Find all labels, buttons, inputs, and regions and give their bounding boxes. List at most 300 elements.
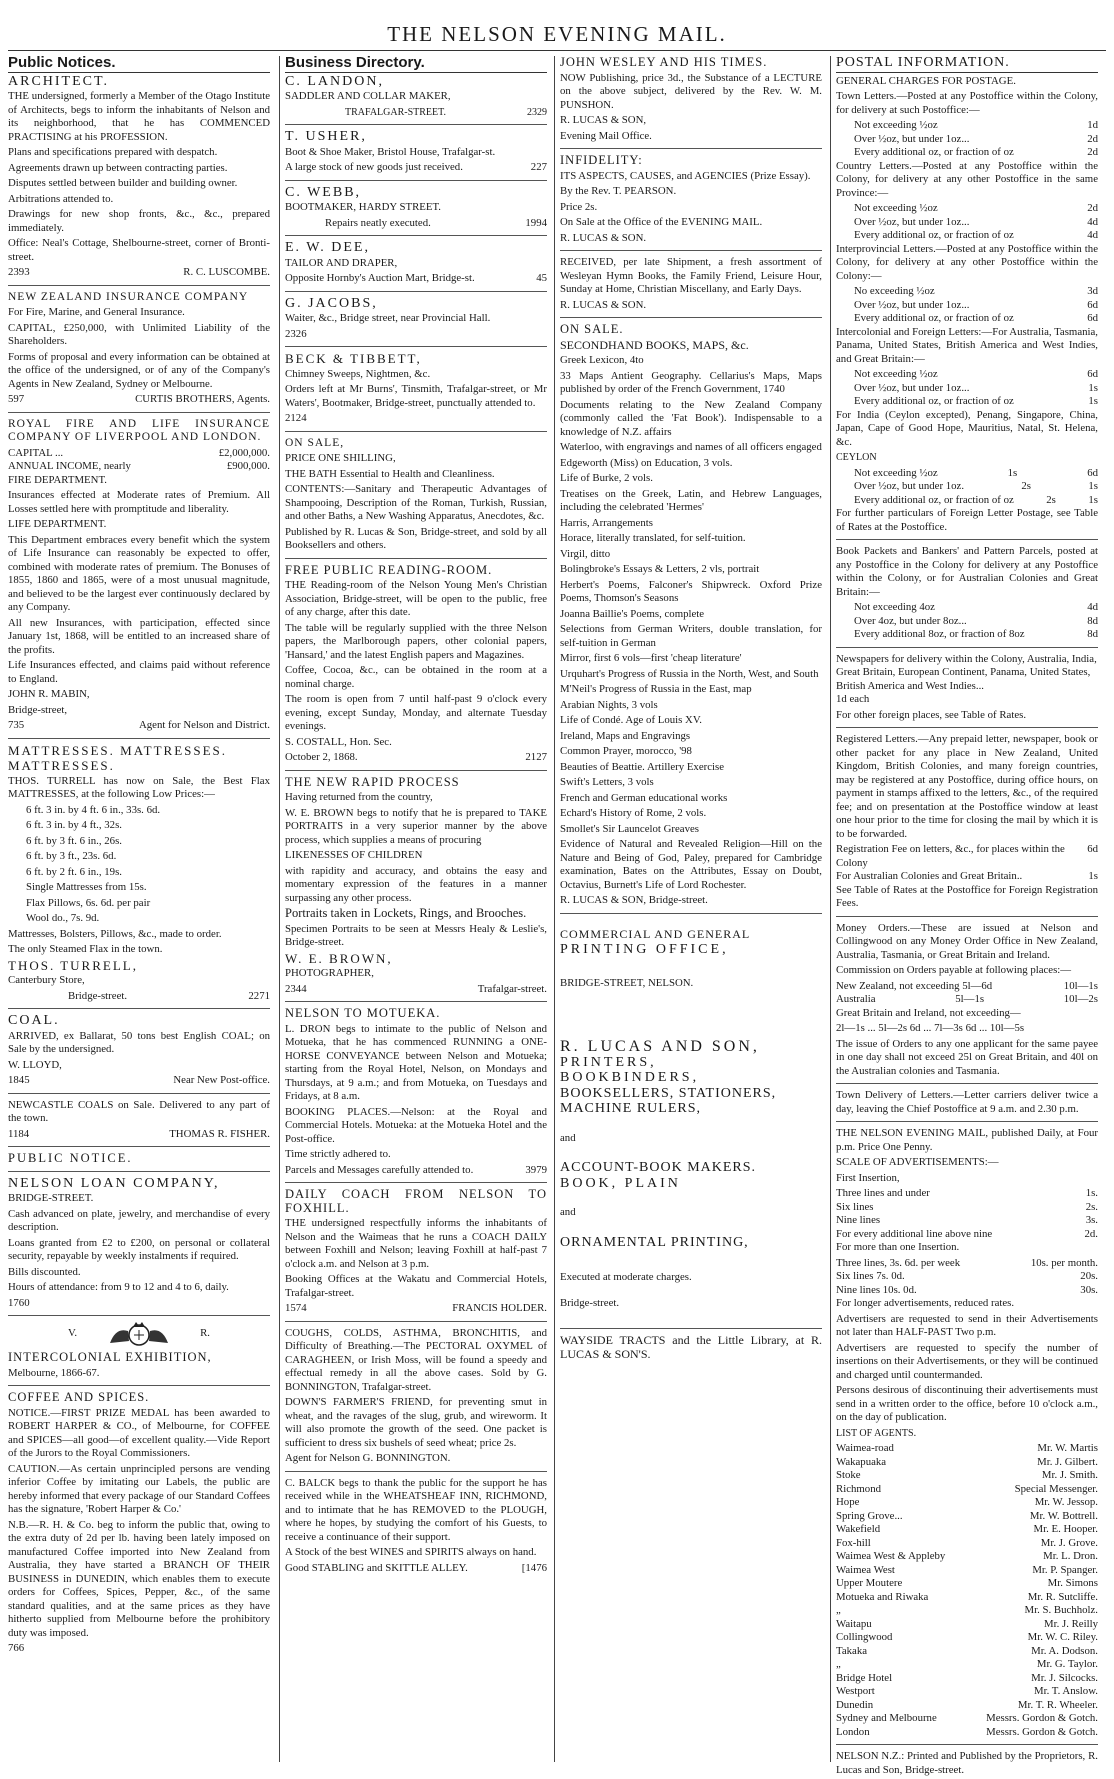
- agent-name: Mr. P. Spanger.: [1032, 1563, 1098, 1576]
- row-label: ANNUAL INCOME, nearly: [8, 460, 131, 472]
- ad-sign: [285, 1562, 547, 1576]
- rate-row: [836, 993, 1098, 1007]
- divider: [285, 346, 547, 347]
- ad-number: 2124: [285, 412, 307, 424]
- ad-number: 2127: [525, 751, 547, 763]
- postal-para: The issue of Orders to any one applicant for the same payee in one day shall not exceed 25l on Great Britain, and 40l on the Australian colonies and Tasmania.: [836, 1037, 1098, 1077]
- agent-place: Upper Moutere: [836, 1577, 903, 1589]
- agent-row: [836, 1537, 1098, 1551]
- printing-line: BOOKSELLERS, STATIONERS,: [560, 1085, 777, 1101]
- ad-line: On Sale at the Office of the EVENING MAIL.: [560, 216, 763, 228]
- section-heading: Public Notices.: [8, 54, 116, 71]
- rate-row: [836, 1214, 1098, 1228]
- agent-name: Mr. T. Anslow.: [1034, 1685, 1098, 1697]
- agent-place: London: [836, 1725, 870, 1738]
- printing-line: MACHINE RULERS,: [560, 1101, 702, 1116]
- divider: [285, 431, 547, 432]
- book-item: Echard's History of Rome, 2 vols.: [560, 807, 707, 819]
- ad-body: THOS. TURRELL has now on Sale, the Best Flax MATTRESSES, at the following Low Prices:—: [8, 774, 270, 800]
- column-3: [560, 56, 822, 1762]
- agent-name: Mr. A. Dodson.: [1031, 1644, 1098, 1657]
- rate-row: [836, 382, 1098, 396]
- rate-table: [836, 202, 1098, 243]
- price-item: 6 ft. 3 in. by 4 ft. 6 in., 33s. 6d.: [26, 803, 161, 816]
- divider: [836, 1083, 1098, 1084]
- price-item: 6 ft. by 2 ft. 6 in., 19s.: [26, 865, 122, 878]
- ad-address: Bridge-street,: [8, 703, 68, 716]
- ad-sign: [8, 1128, 270, 1142]
- ad-number: 1184: [8, 1127, 30, 1140]
- ad-title: INTERCOLONIAL EXHIBITION,: [8, 1350, 212, 1364]
- ad-title: ROYAL FIRE AND LIFE INSURANCE COMPANY OF LIVERPOOL AND LONDON.: [8, 417, 270, 443]
- ad-line: By the Rev. T. PEARSON.: [560, 185, 677, 197]
- ad-line: Parcels and Messages carefully attended to.: [285, 1163, 474, 1176]
- rate-label: Not exceeding ½oz: [854, 368, 938, 380]
- divider: [8, 738, 270, 739]
- ad-number: 2344: [285, 982, 307, 995]
- ad-subheading: LIKENESSES OF CHILDREN: [285, 849, 423, 861]
- ad-title: MATTRESSES.: [8, 758, 115, 773]
- rate-row: [836, 1201, 1098, 1215]
- agent-row: [836, 1712, 1098, 1726]
- ad-number: 1760: [8, 1296, 30, 1309]
- ad-title: NELSON TO MOTUEKA.: [285, 1006, 441, 1020]
- divider: [285, 124, 547, 125]
- rate-value: 1s: [1088, 480, 1098, 492]
- rate-row: [836, 216, 1098, 230]
- agent-place: Waimea-road: [836, 1442, 894, 1454]
- ad-body: NOTICE.—FIRST PRIZE MEDAL has been awarded to ROBERT HARPER & CO., of Melbourne, for COFFEE and SPICES—all good—of excellent quality.—Vide Report of the Jurors to the Royal Commissioners.: [8, 1406, 270, 1459]
- agent-name: Mr. W. C. Riley.: [1027, 1631, 1098, 1643]
- rate-table: [836, 601, 1098, 642]
- ad-number: 2271: [248, 989, 270, 1002]
- agent-name: Mr. G. Taylor.: [1036, 1658, 1098, 1670]
- rate-label: Nine lines: [836, 1214, 881, 1226]
- rate-value: 8d: [1087, 614, 1098, 627]
- agent-row: [836, 1564, 1098, 1578]
- rate-label: Not exceeding ½oz: [854, 202, 938, 214]
- rate-value: 10l—2s: [1063, 993, 1098, 1005]
- ad-number: 2393: [8, 266, 30, 278]
- ad-signature: R. LUCAS & SON,: [560, 114, 647, 126]
- masthead-rule: [8, 50, 1106, 51]
- book-item: Documents relating to the New Zealand Company (commonly called the 'Fat Book'). Indispensable to a knowledge of N.Z. affairs: [560, 398, 822, 438]
- ad-body: L. DRON begs to intimate to the public of Nelson and Motueka, that he has commenced RUNNING a ONE-HORSE CONVEYANCE between Nelson and Motueka; starting from the Royal Hotel, Nelson, on Mondays and Thursdays, at 9 a.m.; and from Motueka, on Tuesdays and Fridays, at 8 a.m.: [285, 1022, 547, 1102]
- rate-value: 6d: [1087, 298, 1098, 311]
- rate-label: Six lines: [836, 1200, 874, 1213]
- rate-value: 6d: [1087, 466, 1098, 479]
- rate-row: [836, 843, 1098, 870]
- divider: [560, 317, 822, 318]
- ad-subheading: FIRE DEPARTMENT.: [8, 473, 107, 486]
- price-item: 6 ft. by 3 ft., 23s. 6d.: [26, 850, 117, 862]
- rate-row: [836, 494, 1098, 508]
- ad-title: G. JACOBS,: [285, 295, 378, 311]
- ad-address: TRAFALGAR-STREET.: [345, 106, 447, 118]
- divider: [285, 558, 547, 559]
- ad-title: E. W. DEE,: [285, 240, 370, 255]
- rate-value: 1s: [1007, 466, 1018, 479]
- rate-label: For Australian Colonies and Great Britain..: [836, 870, 1023, 882]
- book-item: Beauties of Beattie. Artillery Exercise: [560, 760, 724, 773]
- ad-title: BECK & TIBBETT,: [285, 351, 422, 366]
- divider: [8, 285, 270, 286]
- rate-label: No exceeding ½oz: [854, 285, 935, 297]
- rate-row: [836, 133, 1098, 147]
- agent-place: „: [836, 1658, 841, 1670]
- agent-name: Mr. S. Buchholz.: [1024, 1604, 1098, 1616]
- divider: [285, 72, 547, 73]
- ad-body: THE Reading-room of the Nelson Young Men's Christian Association, Bridge-street, will be open to the public, free of any charge, after this date.: [285, 579, 547, 618]
- divider: [8, 1315, 270, 1316]
- divider: [836, 727, 1098, 728]
- ad-signature: FRANCIS HOLDER.: [452, 1302, 547, 1314]
- rate-table: [836, 1257, 1098, 1298]
- price-item: Wool do., 7s. 9d.: [26, 912, 100, 924]
- printing-line: and: [560, 1206, 576, 1218]
- ad-line: Price 2s.: [560, 200, 598, 213]
- ad-signature: JOHN R. MABIN,: [8, 688, 90, 700]
- divider: [836, 647, 1098, 648]
- ad-body: CONTENTS:—Sanitary and Therapeutic Advantages of Shampooing, Description of the Roman, Turkish, Russian, and other Baths, a New Washing Apparatus, Anecdotes, &c.: [285, 483, 547, 522]
- ad-body: WAYSIDE TRACTS and the Little Library, at R. LUCAS & SON'S.: [560, 1333, 822, 1361]
- ad-body: Coffee, Cocoa, &c., can be obtained in the room at a nominal charge.: [285, 664, 547, 690]
- ad-title: COAL.: [8, 1013, 60, 1028]
- agent-place: Sydney and Melbourne: [836, 1712, 937, 1724]
- rate-value: 1d: [1087, 119, 1098, 131]
- printing-line: R. LUCAS AND SON,: [560, 1038, 760, 1055]
- ad-address: Bridge-street.: [68, 989, 128, 1002]
- rate-label: Over 4oz, but under 8oz...: [854, 614, 967, 627]
- ad-number: 1994: [525, 216, 547, 229]
- book-item: M'Neil's Progress of Russia in the East, map: [560, 683, 752, 695]
- ad-body: Life Insurances effected, and claims paid without reference to England.: [8, 659, 270, 685]
- book-item: Life of Condé. Age of Louis XV.: [560, 714, 702, 726]
- ad-title: THE NEW RAPID PROCESS: [285, 774, 460, 789]
- rate-value: 3s.: [1085, 1214, 1098, 1226]
- ad-signature: Agent for Nelson G. BONNINGTON.: [285, 1452, 451, 1464]
- agent-name: Special Messenger.: [1014, 1482, 1098, 1495]
- divider: [836, 1121, 1098, 1122]
- ad-signature: Agent for Nelson and District.: [138, 719, 270, 731]
- printing-line: Bridge-street.: [560, 1296, 620, 1309]
- ad-address: Canterbury Store,: [8, 974, 85, 986]
- agent-place: Waimea West & Appleby: [836, 1550, 946, 1562]
- printing-line: ACCOUNT-BOOK MAKERS.: [560, 1160, 757, 1175]
- ad-number: 1845: [8, 1074, 30, 1086]
- agent-place: Hope: [836, 1496, 860, 1508]
- rate-label: Every additional oz, or fraction of oz: [854, 395, 1014, 407]
- price-item: 6 ft. by 3 ft. 6 in., 26s.: [26, 834, 122, 847]
- book-item: Harris, Arrangements: [560, 516, 653, 529]
- agents-list: [836, 1442, 1098, 1739]
- ad-number: 3979: [525, 1163, 547, 1176]
- ad-subtitle: SECONDHAND BOOKS, MAPS, &c.: [560, 337, 749, 352]
- book-item: Life of Burke, 2 vols.: [560, 472, 653, 484]
- divider: [836, 1744, 1098, 1745]
- rate-label: Every additional oz, or fraction of oz: [854, 229, 1014, 241]
- agent-row: [836, 1510, 1098, 1524]
- agent-row: [836, 1483, 1098, 1497]
- rate-label: Over ½oz, but under 1oz...: [854, 381, 970, 394]
- divider: [285, 770, 547, 771]
- ad-subtitle: Having returned from the country,: [285, 791, 433, 803]
- ad-signature: W. E. BROWN,: [285, 950, 393, 966]
- ad-signature: THOMAS R. FISHER.: [169, 1127, 270, 1140]
- ad-body: Repairs neatly executed.: [325, 216, 431, 229]
- rate-label: Every additional oz, or fraction of oz: [854, 146, 1014, 158]
- book-item: Greek Lexicon, 4to: [560, 354, 644, 366]
- ad-body: Booking Offices at the Wakatu and Commercial Hotels, Trafalgar-street.: [285, 1273, 547, 1299]
- ad-row: [8, 460, 270, 474]
- ad-title: ON SALE,: [285, 436, 345, 449]
- ad-line: Mattresses, Bolsters, Pillows, &c., made to order.: [8, 927, 222, 940]
- ad-number: 2329: [527, 106, 547, 118]
- ad-title: MATTRESSES. MATTRESSES.: [8, 742, 228, 758]
- rate-value: 1s: [1088, 493, 1098, 506]
- ad-body: Opposite Hornby's Auction Mart, Bridge-st.: [285, 272, 475, 284]
- rate-value: 2d: [1087, 202, 1098, 214]
- book-item: Treatises on the Greek, Latin, and Hebrew Languages, including the celebrated 'Hermes': [560, 487, 822, 513]
- ad-line: Disputes settled between builder and building owner.: [8, 177, 238, 189]
- agent-name: Mr. W. Martis: [1037, 1442, 1098, 1454]
- rate-value: 5l—1s: [955, 993, 985, 1005]
- agent-place: Dunedin: [836, 1698, 874, 1711]
- rate-value: 6d: [1087, 843, 1098, 855]
- ad-title: COFFEE AND SPICES.: [8, 1390, 150, 1404]
- agent-row: [836, 1726, 1098, 1740]
- printing-line: COMMERCIAL AND GENERAL: [560, 926, 751, 941]
- ad-line: Bills discounted.: [8, 1265, 81, 1278]
- divider: [8, 1093, 270, 1094]
- ad-signature: THOS. TURRELL,: [8, 957, 138, 973]
- divider: [285, 1182, 547, 1183]
- ad-number: 766: [8, 1642, 25, 1654]
- postal-para: Country Letters.—Posted at any Postoffice within the Colony, for delivery at any other Postoffice in the same Province:—: [836, 159, 1098, 199]
- divider: [8, 1008, 270, 1009]
- rate-value: 6d: [1087, 312, 1098, 324]
- agent-place: Waitapu: [836, 1617, 872, 1630]
- divider: [836, 916, 1098, 917]
- rate-value: 10s. per month.: [1030, 1256, 1098, 1269]
- book-item: Herbert's Poems, Falconer's Shipwreck. Oxford Prize Poems, Thomson's Seasons: [560, 578, 822, 604]
- rate-label: Three lines and under: [836, 1187, 930, 1199]
- book-item: Horace, literally translated, for self-tuition.: [560, 532, 746, 544]
- ad-title: INFIDELITY:: [560, 153, 643, 167]
- ad-signature: R. LUCAS & SON, Bridge-street.: [560, 894, 708, 906]
- ad-subtitle: First Insertion,: [836, 1171, 900, 1184]
- ad-subheading: LIFE DEPARTMENT.: [8, 518, 107, 530]
- postal-para: Book Packets and Bankers' and Pattern Parcels, posted at any Postoffice in the Colony for delivery at any Postoffice within the Colony, or for Australian Colonies and Great Britain:—: [836, 545, 1098, 598]
- agent-place: Stoke: [836, 1469, 861, 1481]
- book-item: Urquhart's Progress of Russia in the North, West, and South: [560, 667, 819, 680]
- royal-arms-row: [8, 1321, 270, 1347]
- agent-name: Mr. J. Gilbert.: [1037, 1455, 1098, 1468]
- printing-line: PRINTERS,: [560, 1054, 657, 1070]
- agent-name: Mr. Simons: [1047, 1577, 1098, 1589]
- ad-signature: R. LUCAS & SON.: [560, 231, 647, 244]
- divider: [285, 235, 547, 236]
- ad-line: Arbitrations attended to.: [8, 192, 114, 205]
- divider: [285, 180, 547, 181]
- ad-subtitle: For Fire, Marine, and General Insurance.: [8, 306, 185, 318]
- agent-place: Spring Grove...: [836, 1509, 903, 1522]
- divider: [836, 72, 1098, 73]
- ad-number: 735: [8, 719, 25, 731]
- ad-line: Cash advanced on plate, jewelry, and merchandise of every description.: [8, 1207, 270, 1233]
- ad-body: with rapidity and accuracy, and obtains the easy and momentary expression of the features in a manner surpassing any other process.: [285, 864, 547, 904]
- rate-table: [836, 285, 1098, 326]
- rate-value: 2d.: [1084, 1227, 1098, 1240]
- ad-sign: [285, 217, 547, 231]
- ad-subtitle: BOOTMAKER, HARDY STREET.: [285, 201, 441, 213]
- agent-row: [836, 1604, 1098, 1618]
- ad-body: COUGHS, COLDS, ASTHMA, BRONCHITIS, and Difficulty of Breathing.—The PECTORAL OXYMEL of CARAGHEEN, or Irish Moss, will be found a speedy and effectual remedy in all the above cases. Sold by G. BONNINGTON, Trafalgar-street.: [285, 1326, 547, 1393]
- ad-title: PUBLIC NOTICE.: [8, 1151, 133, 1165]
- ad-body: The room is open from 7 until half-past 9 o'clock every evening, except Sunday, Monday, and alternate Tuesday evenings.: [285, 693, 547, 732]
- agent-place: Bridge Hotel: [836, 1671, 893, 1684]
- agent-row: [836, 1658, 1098, 1672]
- book-item: Bolingbroke's Essays & Letters, 2 vls, portrait: [560, 563, 760, 575]
- book-item: Selections from German Writers, double translation, for self-tuition in German: [560, 623, 822, 649]
- postal-para: Registered Letters.—Any prepaid letter, newspaper, book or other packet for any place in New Zealand, United Kingdom, British Colonies, and many foreign countries, may be registered at any Postoffice, during office hours, on payment in stamps affixed to the letters, &c., of the required fee; and on presentation at the Postoffice window at least one hour prior to the time for closing the mail by which it is to be forwarded.: [836, 733, 1098, 840]
- book-item: Arabian Nights, 3 vols: [560, 698, 658, 711]
- rate-label: Every additional oz, or fraction of oz: [854, 312, 1014, 324]
- rate-row: [836, 467, 1098, 481]
- postal-para: Town Delivery of Letters.—Letter carriers deliver twice a day, leaving the Chief Postoffice at 9 a.m. and 2.30 p.m.: [836, 1089, 1098, 1115]
- postal-para: For India (Ceylon excepted), Penang, Singapore, China, Japan, Cape of Good Hope, Mauritius, Natal, St. Helena, &c.: [836, 408, 1098, 448]
- ad-body: THE undersigned, formerly a Member of the Otago Institute of Architects, begs to inform the inhabitants of Nelson and its neighborhood, that he has COMMENCED PRACTISING at his PROFESSION.: [8, 90, 270, 143]
- section-heading: Business Directory.: [285, 54, 425, 71]
- ad-body: Published by R. Lucas & Son, Bridge-street, and sold by all Booksellers and others.: [285, 525, 547, 551]
- agent-row: [836, 1577, 1098, 1591]
- ad-sign: [8, 393, 270, 407]
- ad-title: NEW ZEALAND INSURANCE COMPANY: [8, 290, 249, 303]
- postal-para: Great Britain and Ireland, not exceeding—: [836, 1006, 1021, 1019]
- ad-body: RECEIVED, per late Shipment, a fresh assortment of Wesleyan Hymn Books, the Family Friend, Leisure Hour, Sunday at Home, Christian Miscellany, and Early Days.: [560, 256, 822, 295]
- agent-place: Takaka: [836, 1644, 868, 1657]
- rate-row: [836, 653, 1098, 694]
- printing-line: and: [560, 1131, 576, 1144]
- ad-subtitle: Melbourne, 1866-67.: [8, 1366, 100, 1379]
- rate-row: [836, 146, 1098, 160]
- ad-subtitle: Chimney Sweeps, Nightmen, &c.: [285, 367, 431, 380]
- ad-body: BOOKING PLACES.—Nelson: at the Royal and Commercial Hotels. Motueka: at the Motueka Hotel and the Post-office.: [285, 1105, 547, 1145]
- rate-label: Not exceeding 4oz: [854, 601, 935, 613]
- ad-sign: [285, 751, 547, 765]
- rate-label: Australia: [836, 993, 876, 1005]
- rate-row: [836, 285, 1098, 299]
- row-value: £900,000.: [226, 460, 270, 472]
- ad-line: The only Steamed Flax in the town.: [8, 943, 163, 955]
- ad-line: CAPITAL, £250,000, with Unlimited Liability of the Shareholders.: [8, 321, 270, 347]
- ad-line: Drawings for new shop fronts, &c., &c., prepared immediately.: [8, 208, 270, 234]
- column-4: [836, 55, 1099, 1776]
- ad-address: Trafalgar-street.: [477, 982, 547, 995]
- agent-row: [836, 1672, 1098, 1686]
- postal-para: Advertisers are requested to specify the number of insertions on their Advertisements, or they will be continued and charged until countermanded.: [836, 1341, 1098, 1381]
- rate-row: [836, 202, 1098, 216]
- ad-title: JOHN WESLEY AND HIS TIMES.: [560, 55, 768, 69]
- postal-para: Town Letters.—Posted at any Postoffice within the Colony, for delivery at such Postoffice:—: [836, 90, 1098, 116]
- rate-value: 2s: [1021, 480, 1032, 492]
- agent-name: Mr. J. Grove.: [1040, 1536, 1098, 1549]
- agent-name: Mr. L. Dron.: [1043, 1550, 1098, 1562]
- rate-value: 1s: [1088, 395, 1098, 407]
- ad-sign: [285, 1164, 547, 1178]
- divider: [836, 539, 1098, 540]
- ad-body: Forms of proposal and every information can be obtained at the office of the undersigned, or of any of the Company's Agents in New Zealand, Sydney or Melbourne.: [8, 350, 270, 390]
- column-rule: [279, 56, 280, 1762]
- column-rule: [554, 56, 555, 1762]
- divider: [560, 913, 822, 914]
- postal-para: THE NELSON EVENING MAIL, published Daily, at Four p.m. Price One Penny.: [836, 1127, 1098, 1153]
- ad-number: 1574: [285, 1302, 307, 1314]
- ad-signature: S. COSTALL, Hon. Sec.: [285, 735, 392, 748]
- rate-label: Over ½oz, but under 1oz...: [854, 215, 970, 228]
- ad-body: THE undersigned respectfully informs the inhabitants of Nelson and the Waimeas that he runs a COACH DAILY between Foxhill and Nelson; leaving Foxhill at half-past 7 o'clock a.m. and Nelson at 3 p.m.: [285, 1217, 547, 1270]
- agent-place: Wakefield: [836, 1523, 881, 1535]
- rate-label: New Zealand, not exceeding 5l—6d: [836, 979, 993, 992]
- ad-body: All new Insurances, with participation, effected since January 1st, 1868, will be entitled to an increased share of the profits.: [8, 616, 270, 656]
- rate-column-head: CEYLON: [836, 452, 877, 463]
- rate-value: 2d: [1087, 146, 1098, 158]
- ad-sign: [285, 161, 547, 175]
- postal-para: Advertisers are requested to send in their Advertisements not later than HALF-PAST Two p.m.: [836, 1312, 1098, 1338]
- rate-table: [836, 368, 1098, 409]
- rate-value: 1d each: [836, 693, 870, 705]
- rate-row: [836, 480, 1098, 494]
- book-item: Swift's Letters, 3 vols: [560, 776, 654, 788]
- divider: [560, 148, 822, 149]
- ad-title: NELSON LOAN COMPANY,: [8, 1175, 220, 1191]
- agent-place: „: [836, 1604, 841, 1616]
- price-item: Single Mattresses from 15s.: [26, 881, 147, 893]
- ad-subtitle: SCALE OF ADVERTISEMENTS:—: [836, 1156, 999, 1168]
- ad-body: Insurances effected at Moderate rates of Premium. All Losses settled here with promptitude and liberality.: [8, 489, 270, 515]
- ad-date: October 2, 1868.: [285, 751, 358, 763]
- agent-row: [836, 1456, 1098, 1470]
- ad-sign: [285, 1302, 547, 1316]
- rate-row: [836, 615, 1098, 629]
- ad-signature: R. C. LUSCOMBE.: [183, 266, 270, 278]
- ad-line: Time strictly adhered to.: [285, 1148, 391, 1160]
- ad-body: Portraits taken in Lockets, Rings, and Brooches.: [285, 906, 527, 920]
- ad-subtitle: For more than one Insertion.: [836, 1241, 960, 1253]
- ad-sign: [8, 990, 270, 1004]
- rate-value: 8d: [1087, 628, 1098, 640]
- rate-value: 2s: [1046, 493, 1056, 506]
- divider: [285, 1001, 547, 1002]
- rate-label: Not exceeding ½oz: [854, 466, 938, 479]
- printing-line: BRIDGE-STREET, NELSON.: [560, 976, 694, 989]
- masthead: THE NELSON EVENING MAIL.: [387, 22, 727, 46]
- book-item: Joanna Baillie's Poems, complete: [560, 607, 705, 620]
- ad-subtitle: TAILOR AND DRAPER,: [285, 256, 398, 269]
- ad-sign: [285, 272, 547, 286]
- ad-title: DAILY COACH FROM NELSON TO FOXHILL.: [285, 1187, 547, 1215]
- rate-row: [836, 1257, 1098, 1271]
- rate-label: Over ½oz, but under 1oz...: [854, 298, 970, 311]
- rate-value: 2d: [1087, 132, 1098, 145]
- ad-number: 227: [530, 161, 547, 173]
- rate-row: [836, 601, 1098, 615]
- rate-table: [836, 1187, 1098, 1241]
- ad-signature: R. LUCAS & SON.: [560, 298, 647, 311]
- vr-letter: R.: [200, 1327, 210, 1340]
- ad-line: Good STABLING and SKITTLE ALLEY.: [285, 1561, 468, 1574]
- rate-label: Over ½oz, but under 1oz.: [854, 480, 965, 492]
